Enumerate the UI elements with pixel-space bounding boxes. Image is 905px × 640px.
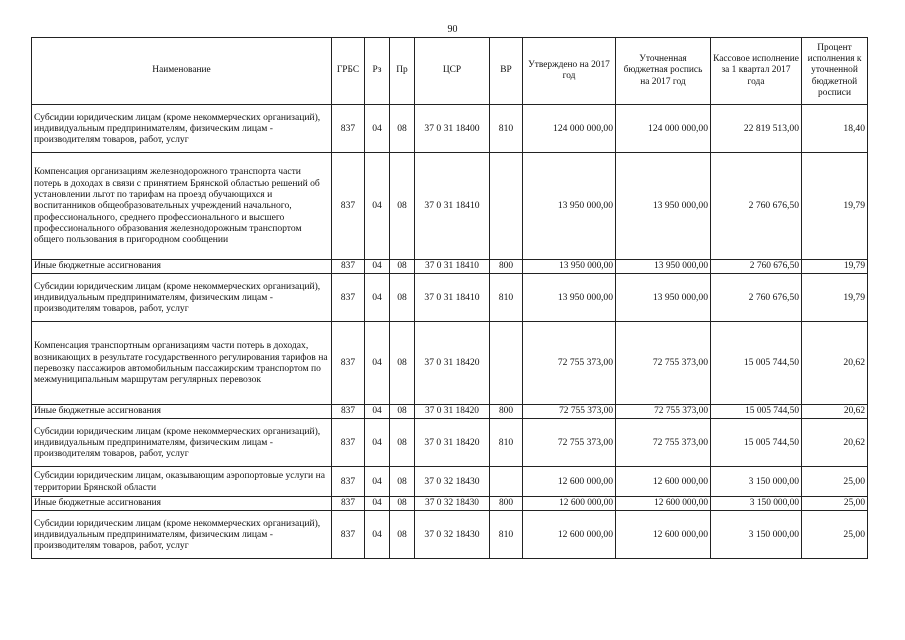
row-rz: 04: [365, 405, 390, 419]
row-approved: 13 950 000,00: [523, 260, 616, 274]
row-vr: 800: [490, 405, 523, 419]
row-approved: 13 950 000,00: [523, 274, 616, 322]
row-name: Иные бюджетные ассигнования: [32, 260, 332, 274]
row-name: Субсидии юридическим лицам (кроме некоммерческих организаций), индивидуальным предпринимателям, физическим лицам - производителям товаров, работ, услуг: [32, 105, 332, 153]
table-row: [32, 497, 868, 511]
table-header-row: [32, 38, 868, 105]
row-name: Иные бюджетные ассигнования: [32, 497, 332, 511]
row-approved: 12 600 000,00: [523, 511, 616, 559]
row-cash: 22 819 513,00: [711, 105, 802, 153]
row-grbs: 837: [332, 405, 365, 419]
row-vr: 810: [490, 274, 523, 322]
header-pr: Пр: [390, 38, 415, 105]
row-name: Компенсация организациям железнодорожного транспорта части потерь в доходах в связи с принятием Брянской областью решений об установлении льгот по тарифам на проезд обучающихся и воспитанников общеобразовательных учреждений начального, профессионального, среднего профессионального и высшего профессионального образования железнодорожным транспортом общего пользования в пригородном сообщении: [32, 153, 332, 260]
row-rz: 04: [365, 467, 390, 497]
row-vr: 810: [490, 105, 523, 153]
row-csr: 37 0 31 18410: [415, 260, 490, 274]
row-pr: 08: [390, 497, 415, 511]
row-vr: 800: [490, 260, 523, 274]
row-percent: 19,79: [802, 153, 868, 260]
row-percent: 19,79: [802, 260, 868, 274]
row-name: Субсидии юридическим лицам, оказывающим аэропортовые услуги на территории Брянской области: [32, 467, 332, 497]
row-rz: 04: [365, 105, 390, 153]
row-grbs: 837: [332, 419, 365, 467]
table-row: [32, 260, 868, 274]
row-rz: 04: [365, 260, 390, 274]
row-approved: 124 000 000,00: [523, 105, 616, 153]
row-pr: 08: [390, 153, 415, 260]
row-csr: 37 0 31 18420: [415, 322, 490, 405]
row-vr: 810: [490, 419, 523, 467]
table-row: [32, 467, 868, 497]
row-refined: 13 950 000,00: [616, 274, 711, 322]
table-row: [32, 511, 868, 559]
row-csr: 37 0 31 18410: [415, 274, 490, 322]
row-cash: 3 150 000,00: [711, 511, 802, 559]
row-name: Субсидии юридическим лицам (кроме некоммерческих организаций), индивидуальным предпринимателям, физическим лицам - производителям товаров, работ, услуг: [32, 419, 332, 467]
header-grbs: ГРБС: [332, 38, 365, 105]
row-csr: 37 0 32 18430: [415, 511, 490, 559]
row-approved: 12 600 000,00: [523, 467, 616, 497]
row-csr: 37 0 31 18420: [415, 419, 490, 467]
header-name: Наименование: [32, 38, 332, 105]
header-refined: Уточненная бюджетная роспись на 2017 год: [616, 38, 711, 105]
row-csr: 37 0 32 18430: [415, 467, 490, 497]
row-pr: 08: [390, 405, 415, 419]
row-cash: 2 760 676,50: [711, 274, 802, 322]
row-cash: 3 150 000,00: [711, 497, 802, 511]
table-row: [32, 274, 868, 322]
row-name: Субсидии юридическим лицам (кроме некоммерческих организаций), индивидуальным предпринимателям, физическим лицам - производителям товаров, работ, услуг: [32, 511, 332, 559]
row-pr: 08: [390, 419, 415, 467]
row-csr: 37 0 32 18430: [415, 497, 490, 511]
row-refined: 124 000 000,00: [616, 105, 711, 153]
row-rz: 04: [365, 274, 390, 322]
row-approved: 13 950 000,00: [523, 153, 616, 260]
row-rz: 04: [365, 497, 390, 511]
header-vr: ВР: [490, 38, 523, 105]
row-refined: 72 755 373,00: [616, 419, 711, 467]
row-refined: 12 600 000,00: [616, 497, 711, 511]
row-refined: 12 600 000,00: [616, 467, 711, 497]
row-cash: 2 760 676,50: [711, 153, 802, 260]
row-grbs: 837: [332, 467, 365, 497]
row-refined: 13 950 000,00: [616, 260, 711, 274]
row-vr: 800: [490, 497, 523, 511]
row-refined: 72 755 373,00: [616, 322, 711, 405]
row-percent: 20,62: [802, 405, 868, 419]
header-cash: Кассовое исполнение за 1 квартал 2017 года: [711, 38, 802, 105]
row-vr: [490, 153, 523, 260]
row-cash: 3 150 000,00: [711, 467, 802, 497]
row-refined: 13 950 000,00: [616, 153, 711, 260]
row-rz: 04: [365, 322, 390, 405]
row-cash: 15 005 744,50: [711, 322, 802, 405]
row-pr: 08: [390, 260, 415, 274]
row-pr: 08: [390, 105, 415, 153]
row-percent: 25,00: [802, 467, 868, 497]
row-refined: 12 600 000,00: [616, 511, 711, 559]
row-percent: 19,79: [802, 274, 868, 322]
row-vr: [490, 467, 523, 497]
row-grbs: 837: [332, 322, 365, 405]
row-percent: 20,62: [802, 419, 868, 467]
row-pr: 08: [390, 274, 415, 322]
row-pr: 08: [390, 322, 415, 405]
row-vr: [490, 322, 523, 405]
row-csr: 37 0 31 18400: [415, 105, 490, 153]
page-number: 90: [447, 24, 458, 35]
row-grbs: 837: [332, 153, 365, 260]
table-row: [32, 105, 868, 153]
row-grbs: 837: [332, 274, 365, 322]
row-rz: 04: [365, 511, 390, 559]
header-csr: ЦСР: [415, 38, 490, 105]
table-row: [32, 419, 868, 467]
row-csr: 37 0 31 18420: [415, 405, 490, 419]
row-vr: 810: [490, 511, 523, 559]
table-row: [32, 405, 868, 419]
row-cash: 15 005 744,50: [711, 405, 802, 419]
row-approved: 12 600 000,00: [523, 497, 616, 511]
row-percent: 18,40: [802, 105, 868, 153]
row-name: Иные бюджетные ассигнования: [32, 405, 332, 419]
row-grbs: 837: [332, 511, 365, 559]
header-percent: Процент исполнения к уточненной бюджетной росписи: [802, 38, 868, 105]
row-percent: 25,00: [802, 511, 868, 559]
row-percent: 20,62: [802, 322, 868, 405]
row-rz: 04: [365, 419, 390, 467]
row-percent: 25,00: [802, 497, 868, 511]
row-name: Субсидии юридическим лицам (кроме некоммерческих организаций), индивидуальным предпринимателям, физическим лицам - производителям товаров, работ, услуг: [32, 274, 332, 322]
row-approved: 72 755 373,00: [523, 322, 616, 405]
table-row: [32, 153, 868, 260]
row-refined: 72 755 373,00: [616, 405, 711, 419]
row-pr: 08: [390, 467, 415, 497]
row-grbs: 837: [332, 260, 365, 274]
table-row: [32, 322, 868, 405]
row-approved: 72 755 373,00: [523, 405, 616, 419]
row-grbs: 837: [332, 105, 365, 153]
row-cash: 2 760 676,50: [711, 260, 802, 274]
header-approved: Утверждено на 2017 год: [523, 38, 616, 105]
header-rz: Рз: [365, 38, 390, 105]
row-approved: 72 755 373,00: [523, 419, 616, 467]
row-cash: 15 005 744,50: [711, 419, 802, 467]
row-grbs: 837: [332, 497, 365, 511]
budget-table: [31, 37, 868, 559]
row-csr: 37 0 31 18410: [415, 153, 490, 260]
row-name: Компенсация транспортным организациям части потерь в доходах, возникающих в результате государственного регулирования тарифов на перевозку пассажиров автомобильным пассажирским транспортом по межмуниципальным маршрутам регулярных перевозок: [32, 322, 332, 405]
row-pr: 08: [390, 511, 415, 559]
row-rz: 04: [365, 153, 390, 260]
